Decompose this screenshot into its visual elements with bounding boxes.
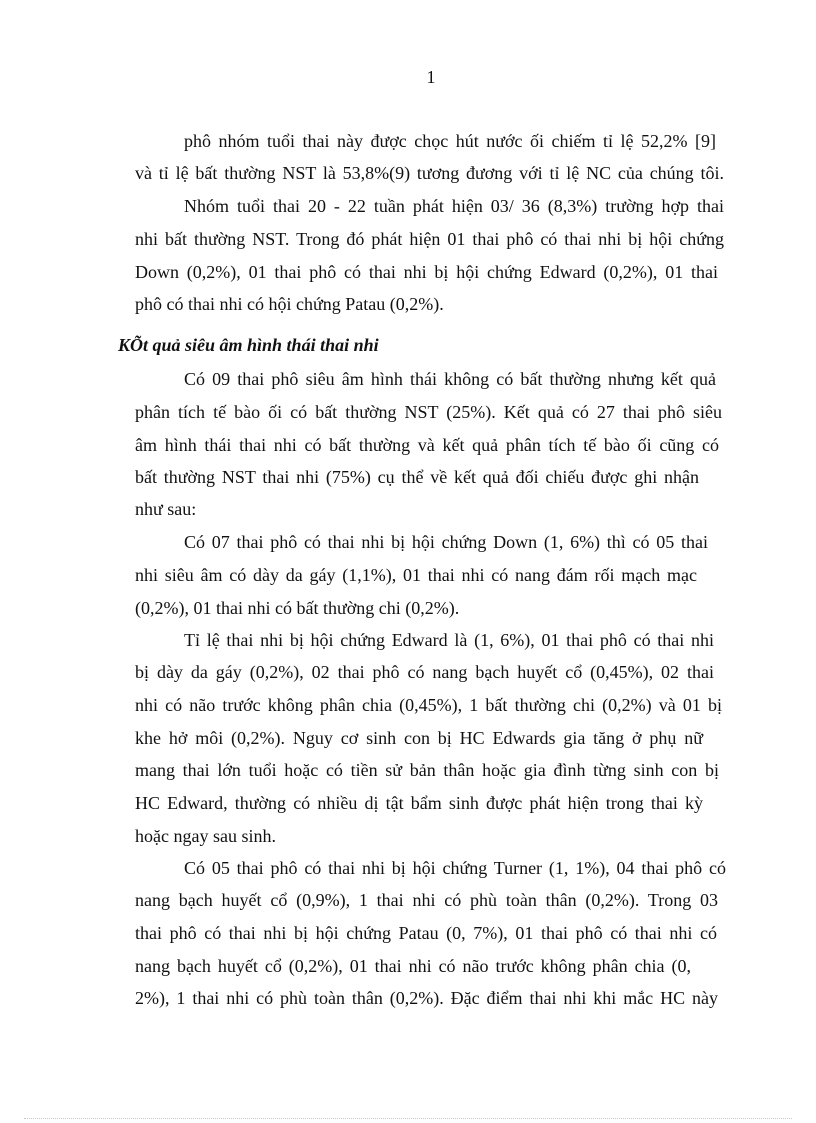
page-bottom-rule [24,1118,792,1119]
text-line: Có 07 thai phô có thai nhi bị hội chứng Down (1, 6%) thì có 05 thai [184,532,708,552]
text-line: bất thường NST thai nhi (75%) cụ thể về kết quả đối chiếu được ghi nhận [135,467,699,487]
text-line: Có 05 thai phô có thai nhi bị hội chứng Turner (1, 1%), 04 thai phô có [184,858,726,878]
text-line: Nhóm tuổi thai 20 - 22 tuần phát hiện 03/ 36 (8,3%) trường hợp thai [184,196,724,216]
text-line: phân tích tế bào ối có bất thường NST (25%). Kết quả có 27 thai phô siêu [135,402,722,422]
text-line: phô có thai nhi có hội chứng Patau (0,2%). [135,294,444,314]
text-line: như sau: [135,499,197,519]
text-line: nhi bất thường NST. Trong đó phát hiện 01 thai phô có thai nhi bị hội chứng [135,229,724,249]
text-line: mang thai lớn tuổi hoặc có tiền sử bản thân hoặc gia đình từng sinh con bị [135,760,719,780]
text-line: phô nhóm tuổi thai này được chọc hút nước ối chiếm tỉ lệ 52,2% [9] [184,131,716,151]
text-line: hoặc ngay sau sinh. [135,826,276,846]
page-number: 1 [426,67,436,87]
text-line: bị dày da gáy (0,2%), 02 thai phô có nang bạch huyết cổ (0,45%), 02 thai [135,662,714,682]
text-line: nang bạch huyết cổ (0,2%), 01 thai nhi có não trước không phân chia (0, [135,956,691,976]
text-line: Tỉ lệ thai nhi bị hội chứng Edward là (1, 6%), 01 thai phô có thai nhi [184,630,714,650]
text-line: nhi siêu âm có dày da gáy (1,1%), 01 thai nhi có nang đám rối mạch mạc [135,565,697,585]
text-line: HC Edward, thường có nhiều dị tật bẩm sinh được phát hiện trong thai kỳ [135,793,703,813]
text-line: (0,2%), 01 thai nhi có bất thường chi (0,2%). [135,598,460,618]
text-line: âm hình thái thai nhi có bất thường và kết quả phân tích tế bào ối cũng có [135,435,719,455]
text-line: nhi có não trước không phân chia (0,45%), 1 bất thường chi (0,2%) và 01 bị [135,695,722,715]
text-line: 2%), 1 thai nhi có phù toàn thân (0,2%). Đặc điểm thai nhi khi mắc HC này [135,988,718,1008]
text-line: nang bạch huyết cổ (0,9%), 1 thai nhi có phù toàn thân (0,2%). Trong 03 [135,890,718,910]
section-heading: KÕt quả siêu âm hình thái thai nhi [118,335,379,355]
text-line: Có 09 thai phô siêu âm hình thái không có bất thường nhưng kết quả [184,369,716,389]
text-line: Down (0,2%), 01 thai phô có thai nhi bị hội chứng Edward (0,2%), 01 thai [135,262,718,282]
text-line: khe hở môi (0,2%). Nguy cơ sinh con bị HC Edwards gia tăng ở phụ nữ [135,728,703,748]
text-line: thai phô có thai nhi bị hội chứng Patau (0, 7%), 01 thai phô có thai nhi có [135,923,717,943]
text-line: và tỉ lệ bất thường NST là 53,8%(9) tương đương với tỉ lệ NC của chúng tôi. [135,163,724,183]
